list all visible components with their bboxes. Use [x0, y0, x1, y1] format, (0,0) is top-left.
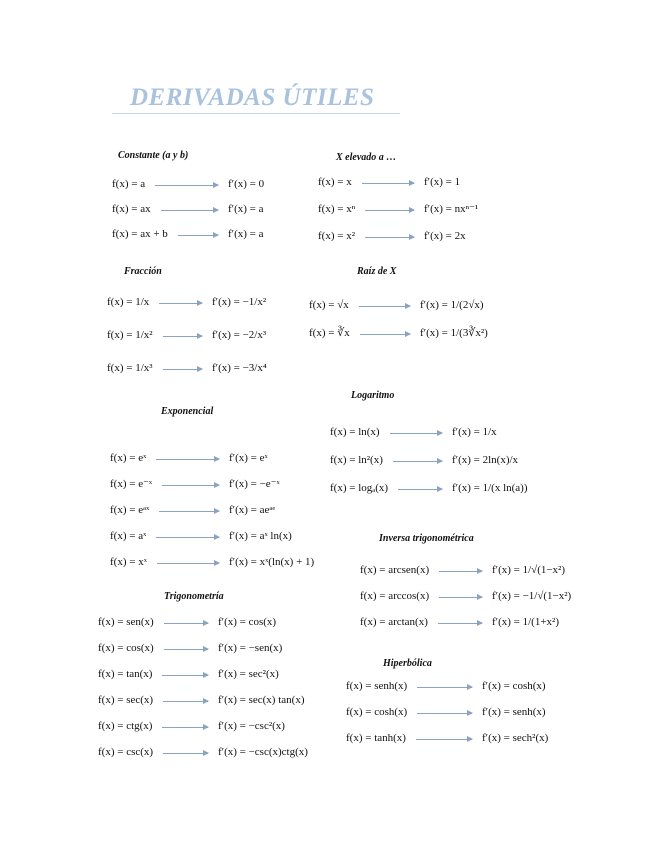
derivative-expression: f′(x) = cosh(x)	[482, 680, 546, 692]
function-expression: f(x) = tanh(x)	[346, 732, 406, 744]
function-expression: f(x) = a	[112, 178, 146, 190]
derivative-expression: f′(x) = cos(x)	[218, 616, 277, 628]
function-expression: f(x) = ax + b	[112, 228, 168, 240]
arrow-right-icon	[417, 713, 472, 714]
arrow-right-icon	[438, 623, 482, 624]
arrow-right-icon	[178, 235, 218, 236]
arrow-right-icon	[164, 623, 208, 624]
arrow-right-icon	[162, 675, 208, 676]
section-title-exponencial: Exponencial	[161, 406, 214, 417]
title-underline	[112, 113, 400, 114]
derivative-expression: f′(x) = −sen(x)	[218, 642, 283, 654]
derivative-expression: f′(x) = sec(x) tan(x)	[218, 694, 305, 706]
function-expression: f(x) = 1/x³	[107, 362, 153, 374]
derivative-expression: f′(x) = −e⁻ˣ	[229, 478, 280, 490]
function-expression: f(x) = √x	[309, 299, 349, 311]
function-expression: f(x) = arcsen(x)	[360, 564, 430, 576]
arrow-right-icon	[164, 649, 208, 650]
section-title-raiz: Raíz de X	[357, 266, 397, 277]
derivative-expression: f′(x) = aˣ ln(x)	[229, 530, 292, 542]
arrow-right-icon	[393, 461, 442, 462]
arrow-right-icon	[162, 485, 219, 486]
arrow-right-icon	[417, 687, 472, 688]
derivative-expression: f′(x) = −1/√(1−x²)	[492, 590, 572, 602]
derivative-expression: f′(x) = sech²(x)	[482, 732, 549, 744]
derivative-expression: f′(x) = a	[228, 228, 264, 240]
function-expression: f(x) = x	[318, 176, 352, 188]
arrow-right-icon	[161, 210, 218, 211]
arrow-right-icon	[163, 753, 208, 754]
derivative-expression: f′(x) = 0	[228, 178, 265, 190]
arrow-right-icon	[398, 489, 442, 490]
function-expression: f(x) = eᵃˣ	[110, 504, 150, 516]
derivative-expression: f′(x) = 1/√(1−x²)	[492, 564, 566, 576]
section-title-hiperbolica: Hiperbólica	[383, 658, 432, 669]
derivative-expression: f′(x) = 1/(1+x²)	[492, 616, 559, 628]
function-expression: f(x) = cos(x)	[98, 642, 154, 654]
function-expression: f(x) = tan(x)	[98, 668, 153, 680]
page-title: DERIVADAS ÚTILES	[130, 84, 375, 111]
derivative-expression: f′(x) = −2/x³	[212, 329, 267, 341]
function-expression: f(x) = ctg(x)	[98, 720, 153, 732]
function-expression: f(x) = ax	[112, 203, 151, 215]
function-expression: f(x) = x²	[318, 230, 355, 242]
arrow-right-icon	[159, 303, 202, 304]
derivative-expression: f′(x) = 1/(2√x)	[420, 299, 484, 311]
arrow-right-icon	[360, 334, 410, 335]
function-expression: f(x) = eˣ	[110, 452, 147, 464]
derivative-expression: f′(x) = sec²(x)	[218, 668, 279, 680]
arrow-right-icon	[365, 210, 414, 211]
function-expression: f(x) = arctan(x)	[360, 616, 428, 628]
function-expression: f(x) = ln(x)	[330, 426, 380, 438]
section-title-fraccion: Fracción	[124, 266, 162, 277]
section-title-elevado: X elevado a …	[336, 152, 397, 163]
function-expression: f(x) = 1/x²	[107, 329, 153, 341]
arrow-right-icon	[157, 563, 219, 564]
function-expression: f(x) = aˣ	[110, 530, 147, 542]
derivative-expression: f′(x) = xˣ(ln(x) + 1)	[229, 556, 315, 568]
arrow-right-icon	[155, 185, 218, 186]
derivative-expression: f′(x) = senh(x)	[482, 706, 546, 718]
function-expression: f(x) = 1/x	[107, 296, 150, 308]
arrow-right-icon	[416, 739, 472, 740]
function-expression: f(x) = sen(x)	[98, 616, 154, 628]
arrow-right-icon	[163, 369, 202, 370]
arrow-right-icon	[156, 537, 219, 538]
derivative-expression: f′(x) = 1/x	[452, 426, 497, 438]
section-title-constante: Constante (a y b)	[118, 150, 189, 161]
derivative-expression: f′(x) = −3/x⁴	[212, 362, 267, 374]
arrow-right-icon	[362, 183, 414, 184]
derivative-expression: f′(x) = a	[228, 203, 264, 215]
arrow-right-icon	[390, 433, 442, 434]
function-expression: f(x) = ∛x	[309, 327, 350, 339]
function-expression: f(x) = ln²(x)	[330, 454, 383, 466]
derivative-expression: f′(x) = 1/(x ln(a))	[452, 482, 528, 494]
function-expression: f(x) = logₐ(x)	[330, 482, 389, 494]
derivative-expression: f′(x) = 2x	[424, 230, 466, 242]
function-expression: f(x) = senh(x)	[346, 680, 408, 692]
arrow-right-icon	[159, 511, 219, 512]
derivative-expression: f′(x) = nxⁿ⁻¹	[424, 203, 479, 215]
arrow-right-icon	[156, 459, 219, 460]
derivative-expression: f′(x) = aeᵃᵉ	[229, 504, 276, 516]
section-title-logaritmo: Logaritmo	[351, 390, 395, 401]
function-expression: f(x) = sec(x)	[98, 694, 154, 706]
arrow-right-icon	[359, 306, 410, 307]
arrow-right-icon	[162, 727, 208, 728]
arrow-right-icon	[163, 701, 208, 702]
section-title-trigonometria: Trigonometría	[164, 591, 224, 602]
function-expression: f(x) = e⁻ˣ	[110, 478, 153, 490]
derivative-expression: f′(x) = −1/x²	[212, 296, 267, 308]
function-expression: f(x) = xⁿ	[318, 203, 356, 215]
function-expression: f(x) = arccos(x)	[360, 590, 430, 602]
derivative-expression: f′(x) = −csc(x)ctg(x)	[218, 746, 308, 758]
derivative-expression: f′(x) = 1/(3∛x²)	[420, 327, 488, 339]
derivative-expression: f′(x) = −csc²(x)	[218, 720, 285, 732]
derivative-expression: f′(x) = 1	[424, 176, 461, 188]
function-expression: f(x) = csc(x)	[98, 746, 154, 758]
derivative-expression: f′(x) = 2ln(x)/x	[452, 454, 519, 466]
arrow-right-icon	[439, 597, 482, 598]
derivative-expression: f′(x) = eˣ	[229, 452, 268, 464]
function-expression: f(x) = xˣ	[110, 556, 147, 568]
section-title-inversa: Inversa trigonométrica	[379, 533, 474, 544]
function-expression: f(x) = cosh(x)	[346, 706, 408, 718]
arrow-right-icon	[163, 336, 202, 337]
arrow-right-icon	[439, 571, 482, 572]
arrow-right-icon	[365, 237, 414, 238]
